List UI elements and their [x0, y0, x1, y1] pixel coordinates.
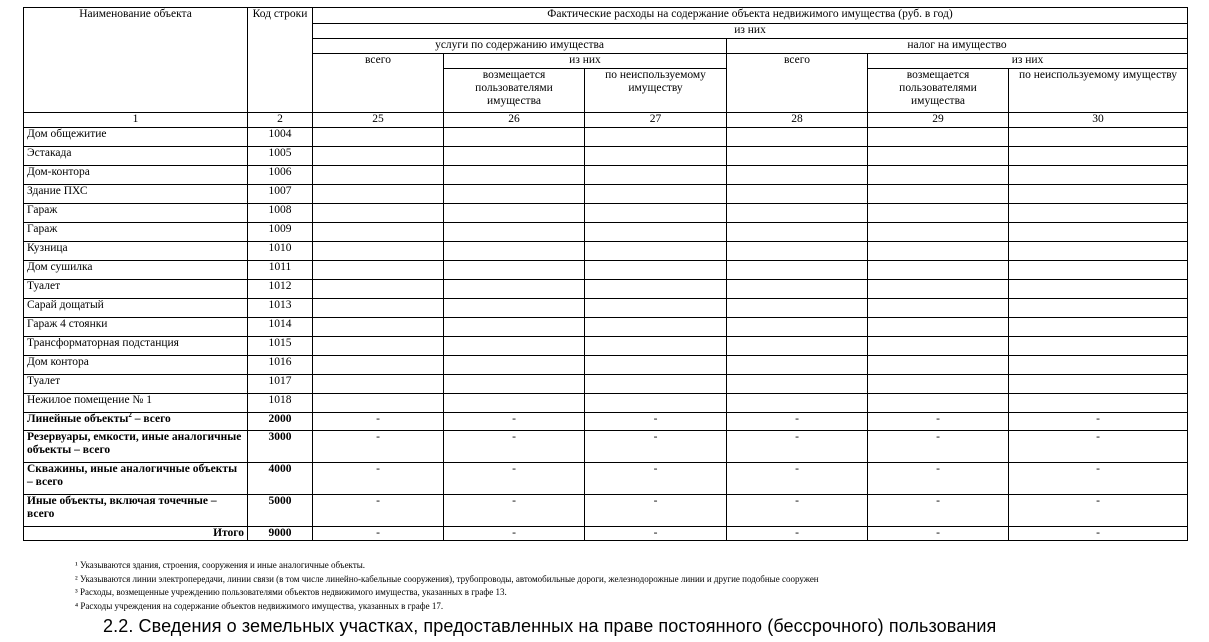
- value-cell: [313, 280, 444, 299]
- value-cell: -: [444, 431, 585, 463]
- value-cell: [444, 318, 585, 337]
- object-name: Гараж: [24, 223, 248, 242]
- value-cell: -: [1009, 413, 1188, 431]
- table-row: [24, 128, 1188, 147]
- column-number: 2: [248, 113, 313, 128]
- value-cell: [868, 375, 1009, 394]
- object-name: Дом сушилка: [24, 261, 248, 280]
- value-cell: -: [585, 527, 727, 541]
- header-object-name: Наименование объекта: [24, 8, 248, 113]
- value-cell: [868, 147, 1009, 166]
- summary-row: [24, 431, 1188, 463]
- value-cell: [868, 223, 1009, 242]
- value-cell: [313, 204, 444, 223]
- value-cell: [444, 166, 585, 185]
- value-cell: [727, 318, 868, 337]
- value-cell: -: [444, 527, 585, 541]
- value-cell: [868, 185, 1009, 204]
- value-cell: [727, 356, 868, 375]
- value-cell: [868, 204, 1009, 223]
- value-cell: [585, 223, 727, 242]
- value-cell: [444, 375, 585, 394]
- value-cell: [1009, 185, 1188, 204]
- table-row: [24, 356, 1188, 375]
- value-cell: -: [727, 431, 868, 463]
- value-cell: -: [585, 495, 727, 527]
- header-services: услуги по содержанию имущества: [313, 39, 727, 54]
- table-row: [24, 147, 1188, 166]
- value-cell: [727, 337, 868, 356]
- value-cell: [313, 185, 444, 204]
- value-cell: [585, 280, 727, 299]
- value-cell: -: [585, 413, 727, 431]
- summary-row: [24, 413, 1188, 431]
- table-row: [24, 299, 1188, 318]
- object-name: Дом контора: [24, 356, 248, 375]
- value-cell: [585, 375, 727, 394]
- value-cell: [727, 242, 868, 261]
- object-name: Дом-контора: [24, 166, 248, 185]
- row-code: 1006: [248, 166, 313, 185]
- object-name: Здание ПХС: [24, 185, 248, 204]
- value-cell: [868, 242, 1009, 261]
- object-name: Эстакада: [24, 147, 248, 166]
- value-cell: [1009, 242, 1188, 261]
- value-cell: [313, 299, 444, 318]
- value-cell: -: [313, 527, 444, 541]
- header-services-total: всего: [313, 54, 444, 113]
- header-services-unused: по неиспользуемому имуществу: [585, 69, 727, 113]
- row-code: 1007: [248, 185, 313, 204]
- value-cell: [444, 223, 585, 242]
- row-code: 9000: [248, 527, 313, 541]
- table-row: [24, 223, 1188, 242]
- value-cell: -: [727, 527, 868, 541]
- value-cell: [1009, 223, 1188, 242]
- value-cell: [868, 318, 1009, 337]
- value-cell: -: [313, 495, 444, 527]
- table-row: [24, 337, 1188, 356]
- object-name: Резервуары, емкости, иные аналогичные объекты – всего: [24, 431, 248, 463]
- value-cell: [585, 128, 727, 147]
- value-cell: [727, 375, 868, 394]
- table-row: [24, 394, 1188, 413]
- table-row: [24, 166, 1188, 185]
- value-cell: [444, 147, 585, 166]
- value-cell: -: [313, 463, 444, 495]
- value-cell: [585, 166, 727, 185]
- value-cell: [313, 394, 444, 413]
- value-cell: [585, 204, 727, 223]
- value-cell: -: [444, 463, 585, 495]
- table-row: [24, 375, 1188, 394]
- row-code: 1008: [248, 204, 313, 223]
- row-code: 1014: [248, 318, 313, 337]
- value-cell: -: [727, 495, 868, 527]
- object-name: Сарай дощатый: [24, 299, 248, 318]
- value-cell: [868, 337, 1009, 356]
- row-code: 1010: [248, 242, 313, 261]
- value-cell: [444, 242, 585, 261]
- value-cell: [1009, 166, 1188, 185]
- value-cell: [313, 318, 444, 337]
- value-cell: [1009, 375, 1188, 394]
- table-row: [24, 185, 1188, 204]
- value-cell: [1009, 299, 1188, 318]
- object-name: [24, 413, 248, 431]
- value-cell: -: [585, 431, 727, 463]
- object-name: Кузница: [24, 242, 248, 261]
- value-cell: [313, 337, 444, 356]
- column-numbers-row: [24, 113, 1188, 128]
- object-name: Скважины, иные аналогичные объекты – всего: [24, 463, 248, 495]
- total-label: Итого: [24, 527, 248, 541]
- table-row: [24, 242, 1188, 261]
- row-code: 1009: [248, 223, 313, 242]
- value-cell: -: [585, 463, 727, 495]
- value-cell: [727, 280, 868, 299]
- row-code: 1011: [248, 261, 313, 280]
- column-number: 30: [1009, 113, 1188, 128]
- value-cell: [313, 261, 444, 280]
- column-number: 1: [24, 113, 248, 128]
- value-cell: [868, 280, 1009, 299]
- column-number: 28: [727, 113, 868, 128]
- header-actual-expenses: Фактические расходы на содержание объекта недвижимого имущества (руб. в год): [313, 8, 1188, 24]
- value-cell: [585, 356, 727, 375]
- row-code: 1004: [248, 128, 313, 147]
- header-services-reimbursed: возмещается пользователями имущества: [444, 69, 585, 113]
- header-tax-unused: по неиспользуемому имуществу: [1009, 69, 1188, 113]
- column-number: 26: [444, 113, 585, 128]
- table-row: [24, 318, 1188, 337]
- value-cell: [313, 128, 444, 147]
- footnote: ² Указываются линии электропередачи, линии связи (в том числе линейно-кабельные сооружения), трубопроводы, автомобильные дороги, железнодорожные линии и другие подобные сооружен: [75, 573, 819, 584]
- value-cell: -: [444, 495, 585, 527]
- table-row: [24, 204, 1188, 223]
- value-cell: -: [444, 413, 585, 431]
- header-tax-of-them: из них: [868, 54, 1188, 69]
- value-cell: -: [868, 463, 1009, 495]
- value-cell: [727, 204, 868, 223]
- object-name: Нежилое помещение № 1: [24, 394, 248, 413]
- total-row: [24, 527, 1188, 541]
- value-cell: [444, 261, 585, 280]
- row-code: 1018: [248, 394, 313, 413]
- object-name: Гараж: [24, 204, 248, 223]
- footnote: ⁴ Расходы учреждения на содержание объектов недвижимого имущества, указанных в графе 17.: [75, 600, 444, 611]
- value-cell: [313, 242, 444, 261]
- expenses-table: [23, 7, 1188, 541]
- object-name: Туалет: [24, 280, 248, 299]
- value-cell: -: [313, 413, 444, 431]
- value-cell: -: [727, 413, 868, 431]
- value-cell: [1009, 356, 1188, 375]
- value-cell: [868, 356, 1009, 375]
- object-name: Гараж 4 стоянки: [24, 318, 248, 337]
- row-code: 4000: [248, 463, 313, 495]
- row-code: 1017: [248, 375, 313, 394]
- section-heading: 2.2. Сведения о земельных участках, предоставленных на праве постоянного (бессрочного) пользования: [103, 616, 997, 636]
- header-tax-total: всего: [727, 54, 868, 113]
- value-cell: [1009, 128, 1188, 147]
- value-cell: [585, 337, 727, 356]
- row-code: 3000: [248, 431, 313, 463]
- value-cell: [444, 280, 585, 299]
- header-row-code: Код строки: [248, 8, 313, 113]
- value-cell: [585, 185, 727, 204]
- value-cell: [313, 375, 444, 394]
- value-cell: [444, 299, 585, 318]
- value-cell: [1009, 147, 1188, 166]
- value-cell: [727, 185, 868, 204]
- value-cell: -: [1009, 463, 1188, 495]
- value-cell: [868, 394, 1009, 413]
- row-code: 1015: [248, 337, 313, 356]
- value-cell: [868, 128, 1009, 147]
- value-cell: [585, 261, 727, 280]
- object-name: Трансформаторная подстанция: [24, 337, 248, 356]
- value-cell: [868, 261, 1009, 280]
- value-cell: [444, 337, 585, 356]
- value-cell: [1009, 280, 1188, 299]
- value-cell: -: [313, 431, 444, 463]
- value-cell: [585, 147, 727, 166]
- header-services-of-them: из них: [444, 54, 727, 69]
- value-cell: [313, 356, 444, 375]
- value-cell: [444, 185, 585, 204]
- value-cell: [313, 147, 444, 166]
- value-cell: -: [868, 495, 1009, 527]
- expenses-table-body: [24, 128, 1188, 541]
- value-cell: [727, 299, 868, 318]
- footnote: ³ Расходы, возмещенные учреждению пользователями объектов недвижимого имущества, указанных в графе 13.: [75, 587, 507, 597]
- summary-name-suffix: – всего: [131, 413, 171, 425]
- value-cell: [727, 166, 868, 185]
- table-row: [24, 280, 1188, 299]
- header-of-them: из них: [313, 24, 1188, 39]
- value-cell: [444, 204, 585, 223]
- summary-row: [24, 463, 1188, 495]
- value-cell: -: [1009, 495, 1188, 527]
- footnotes: [75, 559, 819, 613]
- row-code: 2000: [248, 413, 313, 431]
- summary-row: [24, 495, 1188, 527]
- value-cell: [313, 223, 444, 242]
- expenses-table-container: [23, 7, 1187, 541]
- value-cell: [585, 242, 727, 261]
- table-row: [24, 261, 1188, 280]
- value-cell: [585, 394, 727, 413]
- value-cell: [1009, 318, 1188, 337]
- value-cell: [1009, 204, 1188, 223]
- value-cell: [444, 128, 585, 147]
- value-cell: [1009, 337, 1188, 356]
- row-code: 1013: [248, 299, 313, 318]
- footnote-ref: 2: [128, 412, 132, 420]
- value-cell: [868, 299, 1009, 318]
- column-number: 27: [585, 113, 727, 128]
- value-cell: [313, 166, 444, 185]
- value-cell: [1009, 261, 1188, 280]
- value-cell: [727, 147, 868, 166]
- row-code: 1005: [248, 147, 313, 166]
- summary-name: Линейные объекты: [27, 413, 129, 425]
- value-cell: [444, 394, 585, 413]
- value-cell: [727, 261, 868, 280]
- value-cell: -: [868, 527, 1009, 541]
- header-tax-reimbursed: возмещается пользователями имущества: [868, 69, 1009, 113]
- footnote: ¹ Указываются здания, строения, сооружения и иные аналогичные объекты.: [75, 560, 366, 570]
- value-cell: [585, 318, 727, 337]
- value-cell: -: [1009, 431, 1188, 463]
- value-cell: -: [1009, 527, 1188, 541]
- value-cell: -: [868, 431, 1009, 463]
- value-cell: [727, 394, 868, 413]
- value-cell: -: [727, 463, 868, 495]
- header-property-tax: налог на имущество: [727, 39, 1188, 54]
- row-code: 1012: [248, 280, 313, 299]
- object-name: Туалет: [24, 375, 248, 394]
- value-cell: -: [868, 413, 1009, 431]
- value-cell: [727, 223, 868, 242]
- object-name: Иные объекты, включая точечные – всего: [24, 495, 248, 527]
- value-cell: [868, 166, 1009, 185]
- column-number: 29: [868, 113, 1009, 128]
- row-code: 1016: [248, 356, 313, 375]
- value-cell: [585, 299, 727, 318]
- value-cell: [727, 128, 868, 147]
- row-code: 5000: [248, 495, 313, 527]
- column-number: 25: [313, 113, 444, 128]
- object-name: Дом общежитие: [24, 128, 248, 147]
- value-cell: [444, 356, 585, 375]
- value-cell: [1009, 394, 1188, 413]
